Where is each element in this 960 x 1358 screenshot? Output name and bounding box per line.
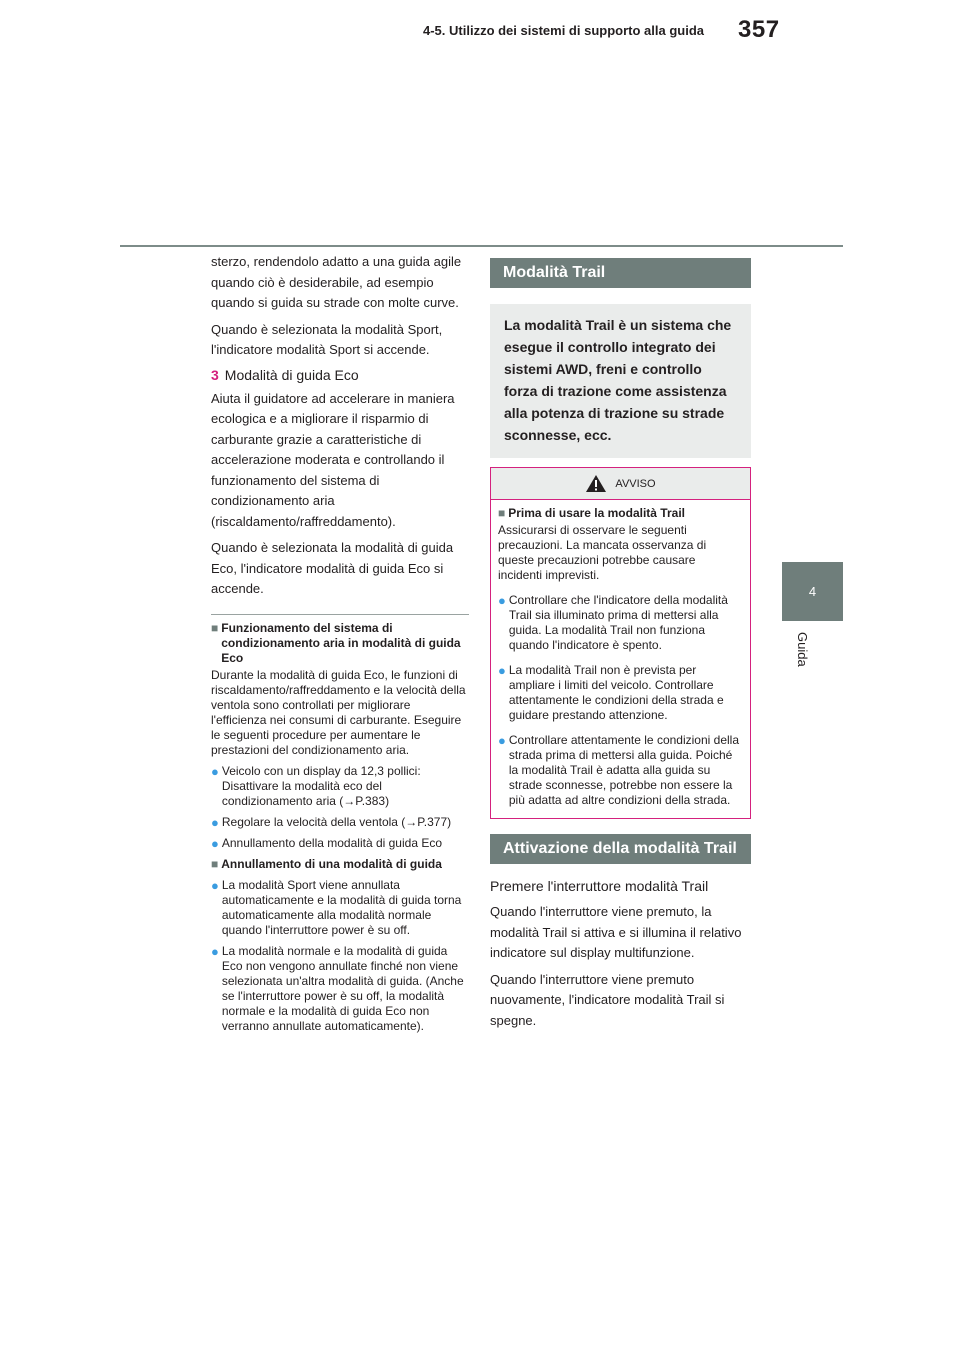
list-item: ● Veicolo con un display da 12,3 pollici: Disattivare la modalità eco del condizionamento aria (→P.383) [211,763,421,808]
warning-body [491,500,750,818]
right-column [490,258,751,1037]
bullet-dot-icon: ● [211,877,219,893]
intro-line: La modalità Trail è un sistema che [504,317,732,333]
warning-triangle-icon [585,474,607,493]
sport-indicator-text: Quando è selezionata la modalità Sport, l'indicatore modalità Sport si accende. [211,321,443,357]
list-item: ● Annullamento della modalità di guida Eco [211,835,443,851]
bullet-dot-icon: ● [211,763,219,779]
deactivation-text: Quando l'interruttore viene premuto nuovamente, l'indicatore modalità Trail si spegne. [490,971,725,1028]
warning-title: AVVISO [615,477,656,490]
chapter-label: Guida [795,632,810,667]
list-item: ● La modalità normale e la modalità di guida Eco non vengono annullate finché non viene selezionata un'altra modalità di guida. (Anche se l'interruttore power è su off, la modalità normale e la modalità di guida Eco non verranno annullate automaticamente). [211,943,464,1033]
page-number: 357 [738,16,780,43]
bullet-dot-icon: ● [211,814,219,830]
note-text: Durante la modalità di guida Eco, le funzioni di riscaldamento/raffreddamento e la velocità della ventola sono controllati per migliorare l'efficienza nei consumi di carburante. Eseguire le seguenti procedure per aumentare le prestazioni del condizionamento aria. [211,667,466,757]
intro-line: sconnesse, ecc. [504,427,612,443]
list-item: ● La modalità Trail non è prevista per ampliare i limiti del veicolo. Controllare attentamente le condizioni della strada e guidare prestando attenzione. [498,663,724,722]
bullet-dot-icon: ● [498,733,506,748]
intro-line: forza di trazione come assistenza [504,383,727,399]
step-number: 3 [211,366,219,383]
section-header: 4-5. Utilizzo dei sistemi di supporto alla guida [423,23,704,38]
eco-mode-heading [211,367,469,383]
warning-text: Assicurarsi di osservare le seguenti precauzioni. La mancata osservanza di queste precauzioni potrebbe causare incidenti imprevisti. [498,523,707,582]
eco-indicator-text: Quando è selezionata la modalità di guida Eco, l'indicatore modalità di guida Eco si accende. [211,540,454,596]
header-rule [120,245,843,247]
trail-mode-heading: Modalità Trail [490,258,751,288]
square-bullet-icon: ■ [211,620,219,635]
note-title: ■ Funzionamento del sistema di condizionamento aria in modalità di guida Eco [211,620,461,665]
list-item: ● La modalità Sport viene annullata automaticamente e la modalità di guida torna automaticamente alla modalità normale quando l'interruttore power è su off. [211,877,462,937]
list-item: ● Controllare attentamente le condizioni della strada prima di mettersi alla guida. Poiché la modalità Trail è adatta alla guida su strade sconnesse, potrebbe non essere la più adatta ad altre condizioni della strada. [498,733,739,807]
square-bullet-icon: ■ [498,506,506,520]
list-item: ● Regolare la velocità della ventola (→P.377) [211,814,452,830]
activation-heading: Attivazione della modalità Trail [490,834,751,864]
bullet-dot-icon: ● [498,663,506,678]
warning-header [491,468,750,500]
warning-box [490,467,751,819]
activation-step: Premere l'interruttore modalità Trail [490,878,709,894]
eco-mode-description: Aiuta il guidatore ad accelerare in maniera ecologica e a migliorare il risparmio di carburante grazie a caratteristiche di accelerazione moderata e controllando il funzionamento del sistema di condizionamento aria (riscaldamento/raffreddamento). [211,390,455,529]
step-title: Modalità di guida Eco [224,366,359,383]
activation-text: Quando l'interruttore viene premuto, la modalità Trail si attiva e si illumina il relativo indicatore sul display multifunzione. [490,904,742,960]
intro-line: alla potenza di trazione su strade [504,405,725,421]
warning-subtitle: ■ Prima di usare la modalità Trail [498,506,685,520]
square-bullet-icon: ■ [211,856,219,871]
note-title: ■ Annullamento di una modalità di guida [211,856,442,871]
bullet-dot-icon: ● [211,943,219,959]
sport-mode-text: sterzo, rendendolo adatto a una guida agile quando ciò è desiderabile, ad esempio quando si guida su strade con molte curve. [211,254,462,310]
list-item: ● Controllare che l'indicatore della modalità Trail sia illuminato prima di mettersi alla guida. La modalità Trail non funziona quando l'indicatore è spento. [498,593,728,652]
bullet-dot-icon: ● [211,835,219,851]
left-column [211,252,469,1040]
activation-section [490,834,751,1031]
bullet-dot-icon: ● [498,593,506,608]
chapter-tab[interactable]: 4 [782,562,843,621]
intro-box [490,304,751,458]
intro-line: esegue il controllo integrato dei [504,339,716,355]
intro-line: sistemi AWD, freni e controllo [504,361,702,377]
note-divider [211,614,469,615]
